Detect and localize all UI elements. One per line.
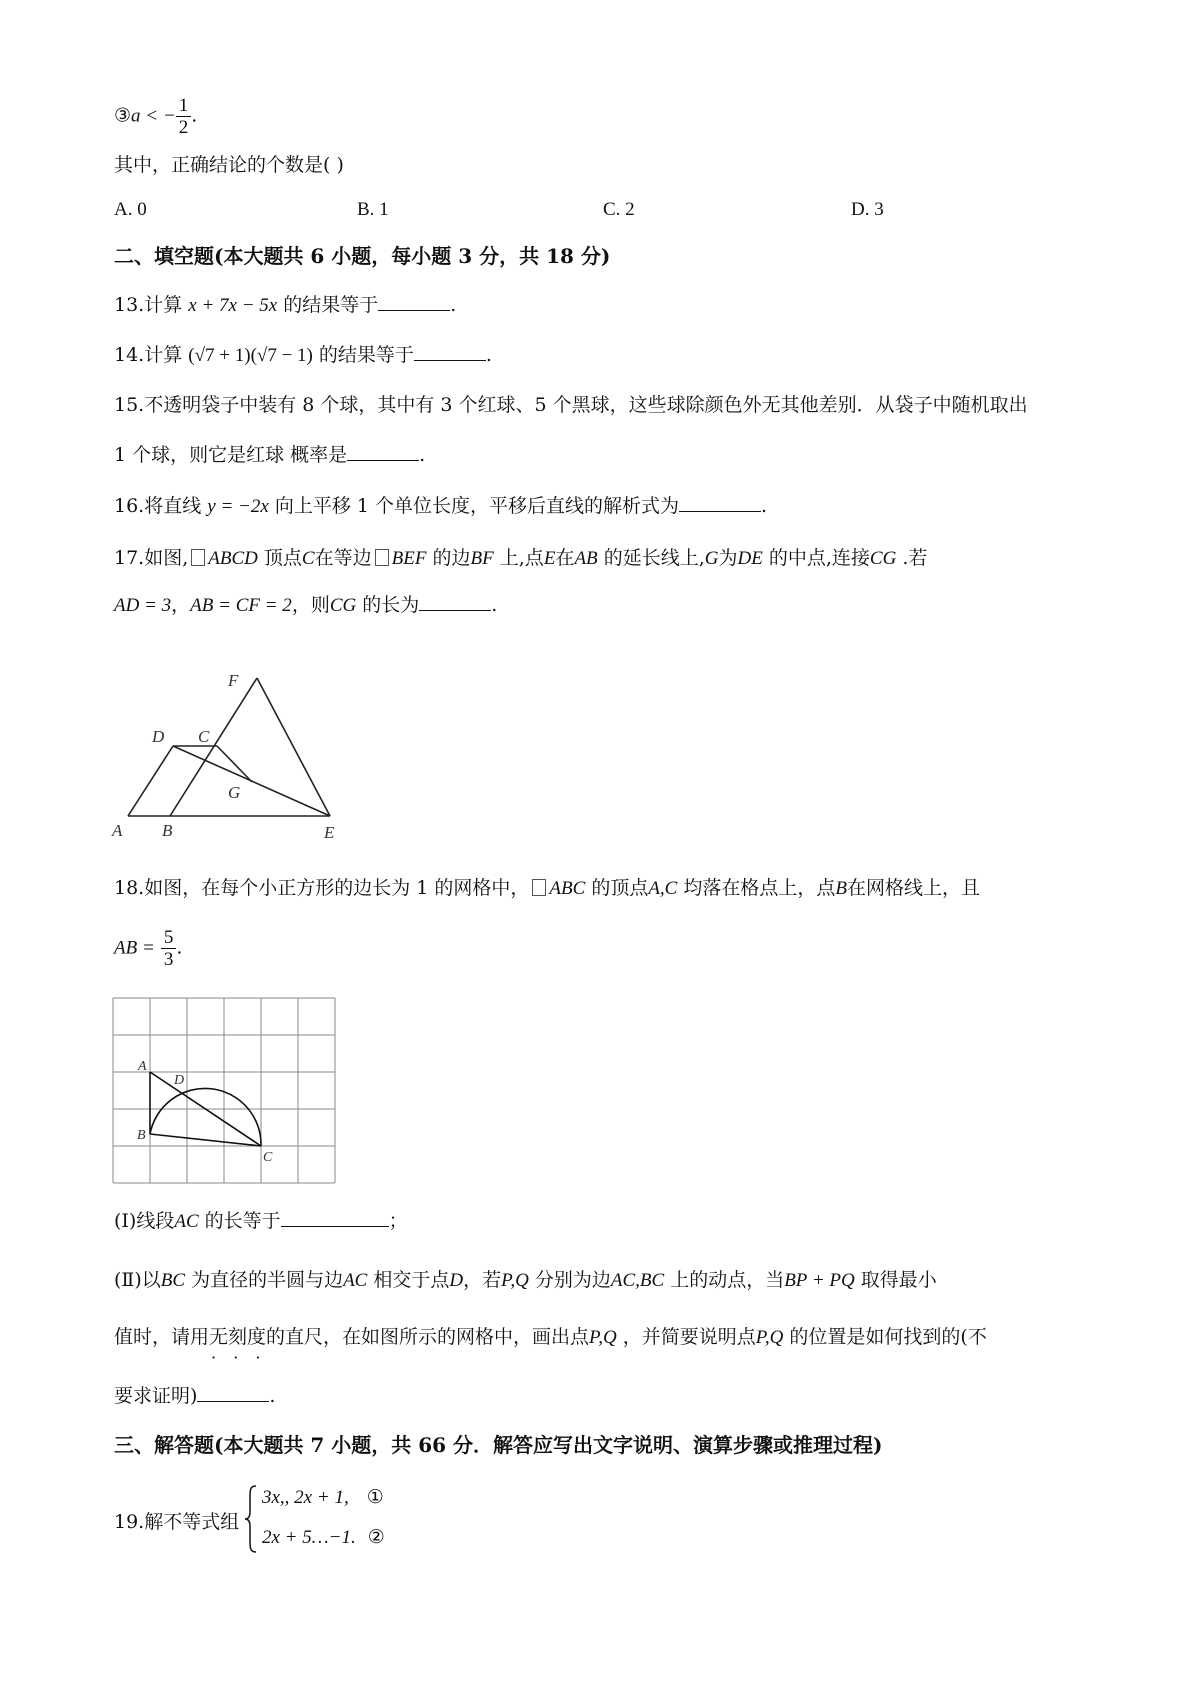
q15-line2: 1 个球，则它是红球 概率是 . <box>114 444 426 466</box>
section-3-title: 三、解答题(本大题共 7 小题，共 66 分．解答应写出文字说明、演算步骤或推理过程) <box>114 1433 883 1457</box>
label-g: G <box>228 783 241 802</box>
q17-figure <box>110 670 350 842</box>
left-brace-icon <box>244 1484 258 1554</box>
q18-grid-figure <box>112 996 342 1196</box>
answer-blank <box>419 593 491 611</box>
label-a: A <box>138 1059 147 1074</box>
parallelogram-symbol <box>191 549 205 566</box>
q13: 13.计算 x + 7x − 5x 的结果等于 . <box>114 294 457 316</box>
option-c: C. 2 <box>603 199 635 220</box>
answer-blank <box>414 343 486 361</box>
semicircle-bc <box>150 1088 261 1146</box>
option-d: D. 3 <box>851 199 884 220</box>
q18-part2-line3: 要求证明) . <box>114 1385 276 1407</box>
q18-part2-line1: (Ⅱ)以BC 为直径的半圆与边AC 相交于点D，若P,Q 分别为边AC,BC 上的动点，当BP + PQ 取得最小 <box>114 1269 937 1291</box>
label-d: D <box>152 727 165 746</box>
triangle-symbol <box>532 879 546 896</box>
q18-ab-condition: AB = $\frac{5}{3}$ . <box>114 927 183 970</box>
q15-line1: 15.不透明袋子中装有 8 个球，其中有 3 个红球、5 个黑球，这些球除颜色外无其他差别．从袋子中随机取出 <box>114 394 1028 416</box>
q12-conclusion-3: ③a < − $\frac{1}{2}$ . <box>114 95 198 138</box>
fraction: $\frac{1}{2}$ <box>176 95 192 138</box>
label-c: C <box>263 1150 273 1165</box>
label-d: D <box>174 1073 185 1088</box>
answer-blank <box>679 494 761 512</box>
segment-ad <box>128 746 173 816</box>
q18-part1: (Ⅰ)线段AC 的长等于 ； <box>114 1210 408 1232</box>
q19-prefix: 19.解不等式组 <box>114 1511 240 1533</box>
label-b: B <box>137 1128 146 1143</box>
q16: 16.将直线 y = −2x 向上平移 1 个单位长度，平移后直线的解析式为 . <box>114 495 768 517</box>
segment-fe <box>257 678 330 816</box>
q19-row1: 3x,, 2x + 1, ① <box>262 1486 384 1508</box>
label-c: C <box>198 727 210 746</box>
q17-line1: 17.如图, ABCD 顶点C在等边 BEF 的边BF 上,点E在AB 的延长线上,G为DE 的中点,连接CG .若 <box>114 547 928 569</box>
label-f: F <box>228 671 239 690</box>
answer-blank <box>378 293 450 311</box>
section-2-title: 二、填空题(本大题共 6 小题，每小题 3 分，共 18 分) <box>114 244 611 268</box>
option-b: B. 1 <box>357 199 389 220</box>
q12-stem: 其中，正确结论的个数是( ) <box>114 154 344 176</box>
q18-line1: 18.如图，在每个小正方形的边长为 1 的网格中， ABC 的顶点A,C 均落在格点上，点B在网格线上，且 <box>114 877 981 899</box>
answer-blank <box>281 1209 389 1227</box>
segment-bf <box>170 678 257 816</box>
answer-blank <box>197 1384 269 1402</box>
answer-blank <box>347 443 419 461</box>
q14: 14.计算 (√7 + 1)(√7 − 1) 的结果等于 . <box>114 344 492 366</box>
label-a: A <box>112 821 123 840</box>
q19-row2: 2x + 5…−1. ② <box>262 1526 385 1548</box>
q18-part2-line2: 值时，请用无刻度 · · ·的直尺，在如图所示的网格中，画出点P,Q ，并简要说明点P,Q 的位置是如何找到的(不 <box>114 1325 987 1350</box>
option-a: A. 0 <box>114 199 147 220</box>
q17-line2: AD = 3，AB = CF = 2，则CG 的长为 . <box>114 594 498 616</box>
label-e: E <box>324 823 335 842</box>
label-b: B <box>162 821 173 840</box>
segment-cg <box>217 746 252 782</box>
fraction: $\frac{5}{3}$ <box>161 927 177 970</box>
triangle-symbol <box>375 549 389 566</box>
